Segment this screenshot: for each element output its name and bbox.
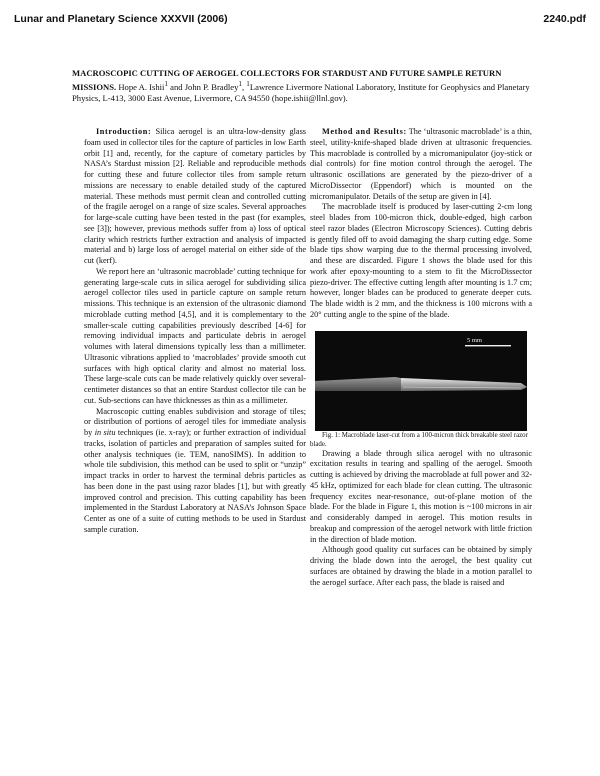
intro-text: Silica aerogel is an ultra-low-density glass foam used in collector tiles for the capture of particles in low Earth orbit [1] and, recently, for the capture of cometary particles by NASA’s Stardust mission [2]. Reliable and reproducible methods for cutting these and future collector tiles from sample return missions are necessary to enable detailed study of the captured material. These methods must permit clean and controlled cutting of the fragile aerogel on a range of size scales. Several approaches for large-scale cutting have been tested in the past (for examples, see [3]); however, previous methods suffer from a) loss of optical clarity which restricts further extraction and analysis of impacted material and b) large loss of aerogel material on either side of the cut (kerf).: [84, 127, 306, 265]
technique-paragraph: We report here an ‘ultrasonic macroblade’ cutting technique for generating large-scale cuts in silica aerogel for subdividing silica aerogel collector tiles used in particle capture on sample return missions. This technique is an extension of the ultrasonic diamond microblade cutting method [4,5], and it is complementary to the smaller-scale cutting capabilities previously described [4-6] for removing individual impacts and particulate debris in aerogel volumes with lateral dimensions typically less than a millimeter. Ultrasonic vibrations applied to ‘macroblades’ provide smooth cut surfaces with high optical clarity and almost no material loss. These large-scale cuts can be made relatively quickly over several-centimeter distances so that an entire Stardust collector tile can be cut. Sub-sections can have thicknesses as thin as a millimeter.: [84, 266, 306, 405]
macroblade-image: [315, 331, 527, 431]
author-2: and John P. Bradley: [168, 81, 239, 92]
intro-heading: Introduction:: [96, 127, 152, 136]
methods-paragraph: [310, 127, 532, 202]
applications-paragraph: [84, 407, 306, 536]
in-situ-emphasis: in situ: [94, 428, 116, 437]
applications-text-b: techniques (ie. x-ray); or further extraction of individual tracks, isolation of particles and preparation of samples suited for other analysis techniques (ie. TEM, nanoSIMS). In addition to whole tile subdivision, this method can be used to split or “unzip” impact tracks in order to harvest the terminal debris particles as has been done in the past using razor blades [1], but with greatly improved control and precision. This cutting capability has been implemented in the Stardust Laboratory at NASA’s Johnson Space Center as one of a suite of cutting methods to be used in Stardust sample curation.: [84, 428, 306, 534]
author-1-sup: 1: [164, 80, 168, 88]
quality-paragraph: Although good quality cut surfaces can be obtained by simply driving the blade down into the aerogel, the best quality cut surfaces are obtained by drawing the blade in a motion parallel to the aerogel surface. After each pass, the blade is raised and: [310, 545, 532, 587]
cutting-paragraph: Drawing a blade through silica aerogel with no ultrasonic excitation results in tearing and spalling of the aerogel. Smooth cutting is achieved by driving the macroblade at full power and 32-45 kHz, optimized for each blade for clean cutting. The ultrasonic frequency excites near-resonance, out-of-plane motion of the blade. For the blade in Figure 1, this motion is ~100 microns in air and considerably damped in aerogel. This motion results in breakup and compression of the aerogel network with little friction in the direction of blade motion.: [310, 448, 532, 544]
applications-text-a: Macroscopic cutting enables subdivision and storage of tiles; or distribution of portions of aerogel tiles for immediate analysis by: [84, 406, 306, 437]
paper-title: MACROSCOPIC CUTTING OF AEROGEL COLLECTORS FOR STARDUST AND FUTURE SAMPLE RETURN MISSIONS.: [72, 68, 502, 92]
affiliation-sup: 1: [246, 80, 250, 88]
pdf-id: 2240.pdf: [543, 13, 586, 25]
scale-bar-label: 5 mm: [467, 336, 482, 344]
methods-text: The ‘ultrasonic macroblade’ is a thin, steel, utility-knife-shaped blade driven at ultrasonic frequencies. This macroblade is controlled by a micromanipulator (joy-stick or dial controls) for fine motion control through the aerogel. The ultrasonic oscillations are generated by the piezo-driver of a MicroDissector (Eppendorf) which is mounted on the micromanipulator. Details of the setup are given in [4].: [310, 127, 532, 201]
figure-1-macroblade-photo: [315, 331, 527, 431]
page-header: [14, 13, 586, 27]
right-column: [310, 127, 532, 588]
methods-heading: Method and Results:: [322, 127, 407, 136]
left-column: [84, 127, 306, 536]
intro-paragraph: [84, 127, 306, 267]
author-2-sup: 1: [238, 80, 242, 88]
affiliation: Lawrence Livermore National Laboratory, Institute for Geophysics and Planetary Physics, L-413, 3000 East Avenue, Livermore, CA 94550 (hope.ishii@llnl.gov).: [72, 81, 530, 103]
blade-paragraph: The macroblade itself is produced by laser-cutting 2-cm long steel blades from 100-micron thick, double-edged, high carbon steel razor blades (Electron Microscopy Sciences). Cutting debris is gently filed off to avoid damaging the sharp cutting edge. Some blade tips show warping due to the thermal processing involved, and these are discarded. Figure 1 shows the blade used for this work after epoxy-mounting to a stem to fit the MicroDissector piezo-driver. The effective cutting length after mounting is 1.7 cm; however, longer blades can be produced to generate deeper cuts. The blade width is 2 mm, and the thickness is 100 microns with a 20° cutting angle to the spine of the blade.: [310, 202, 532, 319]
figure-1-caption: Fig. 1: Macroblade laser-cut from a 100-micron thick breakable steel razor blade.: [310, 431, 528, 448]
conference-title: Lunar and Planetary Science XXXVII (2006): [14, 13, 228, 25]
author-1: Hope A. Ishii: [118, 81, 165, 92]
author-sep: ,: [242, 81, 247, 92]
paper-title-block: [72, 68, 542, 104]
